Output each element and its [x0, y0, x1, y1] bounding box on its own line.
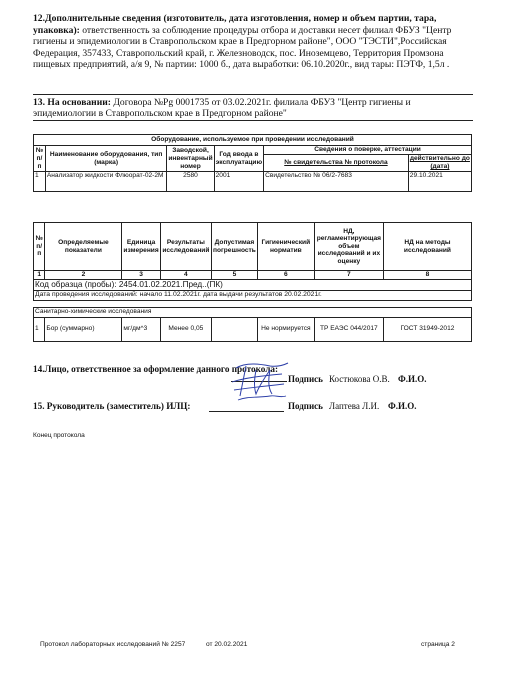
results-header-indicator: Определяемые показатели — [45, 223, 122, 271]
results-cell-allowed — [212, 318, 258, 342]
equipment-cell-name: Анализатор жидкости Флюорат-02-2М — [45, 172, 167, 192]
results-cell-nd-reg: ТР ЕАЭС 044/2017 — [314, 318, 383, 342]
section-13 — [33, 97, 473, 119]
col-number: 4 — [160, 271, 211, 280]
col-number: 2 — [45, 271, 122, 280]
equipment-table — [33, 134, 472, 192]
col-number: 3 — [122, 271, 160, 280]
col-number: 8 — [383, 271, 471, 280]
section-12-text: ответственность за соблюдение процедуры отбора и доставки несет филиал ФБУЗ "Центр гигиены и эпидемиологии в Ставропольском крае в Предгорном районе", ООО "ТЭСТИ",Российская Федерация, 357433, Ставропольский край, г. Железноводск, пос. Иноземцево, Территория Промзона пищевых предприятий, а/я 9, № партии: 1000 б., дата выработки: 06.10.2020г., вид тары: ПЭТФ, 1,5л . — [33, 24, 452, 71]
research-dates: Дата проведения исследований: начало 11.02.2021г. дата выдачи результатов 20.02.2021г. — [34, 291, 472, 301]
section-14-name: Костюкова О.В. — [329, 374, 390, 384]
results-cell-norm: Не нормируется — [257, 318, 314, 342]
section-15-sign-label: Подпись — [288, 401, 323, 411]
table-row — [34, 172, 472, 192]
signature-line — [209, 411, 284, 412]
results-table — [33, 222, 472, 342]
results-header-result: Результаты исследований — [160, 223, 211, 271]
table-row — [34, 318, 472, 342]
footer-date: от 20.02.2021 — [206, 641, 248, 648]
footer-page: страница 2 — [421, 641, 455, 648]
section-15-label: 15. Руководитель (заместитель) ИЛЦ: — [33, 401, 191, 411]
results-header-num: № п/п — [34, 223, 45, 271]
results-cell-num: 1 — [34, 318, 45, 342]
equipment-header-name: Наименование оборудования, тип (марка) — [45, 146, 167, 172]
section-13-heading: 13. На основании: — [33, 97, 111, 108]
footer-protocol: Протокол лабораторных исследований № 2257 — [40, 641, 186, 648]
results-cell-result: Менее 0,05 — [160, 318, 211, 342]
equipment-header-num: № п/п — [34, 146, 46, 172]
equipment-header-valid: действительно до (дата) — [409, 155, 470, 170]
results-cell-unit: мг/дм^3 — [122, 318, 160, 342]
spacer-row — [34, 301, 472, 308]
end-of-protocol: Конец протокола — [33, 432, 85, 439]
equipment-header-year: Год ввода в эксплуатацию — [214, 146, 263, 172]
equipment-header-cert-num: № свидетельства № протокола — [264, 155, 409, 172]
results-header-allowed: Допустимая погрешность — [212, 223, 258, 271]
col-number: 5 — [212, 271, 258, 280]
results-cell-indicator: Бор (суммарно) — [45, 318, 122, 342]
results-cell-nd-method: ГОСТ 31949-2012 — [383, 318, 471, 342]
col-number: 1 — [34, 271, 45, 280]
equipment-header-cert: Сведения о поверке, аттестации — [264, 146, 472, 155]
section-13-text: Договора №Pg 0001735 от 03.02.2021г. филиала ФБУЗ "Центр гигиены и эпидемиологии в Ставропольском крае в Предгорном районе" — [33, 97, 411, 120]
results-header-norm: Гигиенический норматив — [257, 223, 314, 271]
column-numbers-row — [34, 271, 472, 280]
equipment-cell-year: 2001 — [214, 172, 263, 192]
equipment-cell-num: 1 — [34, 172, 46, 192]
equipment-header-serial: Заводской, инвентарный номер — [168, 146, 213, 170]
col-number: 6 — [257, 271, 314, 280]
group-title: Санитарно-химические исследования — [34, 308, 472, 318]
results-header-nd-method: НД на методы исследований — [383, 223, 471, 271]
section-14-fio: Ф.И.О. — [398, 374, 427, 384]
equipment-table-title: Оборудование, используемое при проведении исследований — [34, 135, 472, 146]
results-header-unit: Единица измерения — [122, 223, 160, 271]
equipment-cell-serial: 2580 — [167, 172, 214, 192]
results-header-nd-reg: НД, регламентирующая объем исследований и их оценку — [314, 223, 383, 271]
divider — [33, 94, 473, 95]
divider — [33, 120, 473, 121]
sample-code: Код образца (пробы): 2454.01.02.2021.Пред..(ПК) — [34, 280, 472, 291]
section-12-heading: 12.Дополнительные сведения (изготовитель, дата изготовления, номер и объем партии, тара, упаковка): — [33, 13, 437, 36]
equipment-cell-cert: Свидетельство № 06/2-7683 — [264, 172, 409, 192]
section-12 — [33, 13, 473, 71]
signature-image — [226, 360, 292, 410]
section-15-name: Лаптева Л.И. — [329, 401, 380, 411]
col-number: 7 — [314, 271, 383, 280]
section-14-label: 14.Лицо, ответственное за оформление данного протокола: — [33, 364, 279, 374]
section-15-fio: Ф.И.О. — [388, 401, 417, 411]
section-14-sign-label: Подпись — [288, 374, 323, 384]
equipment-cell-valid: 29.10.2021 — [408, 172, 471, 192]
